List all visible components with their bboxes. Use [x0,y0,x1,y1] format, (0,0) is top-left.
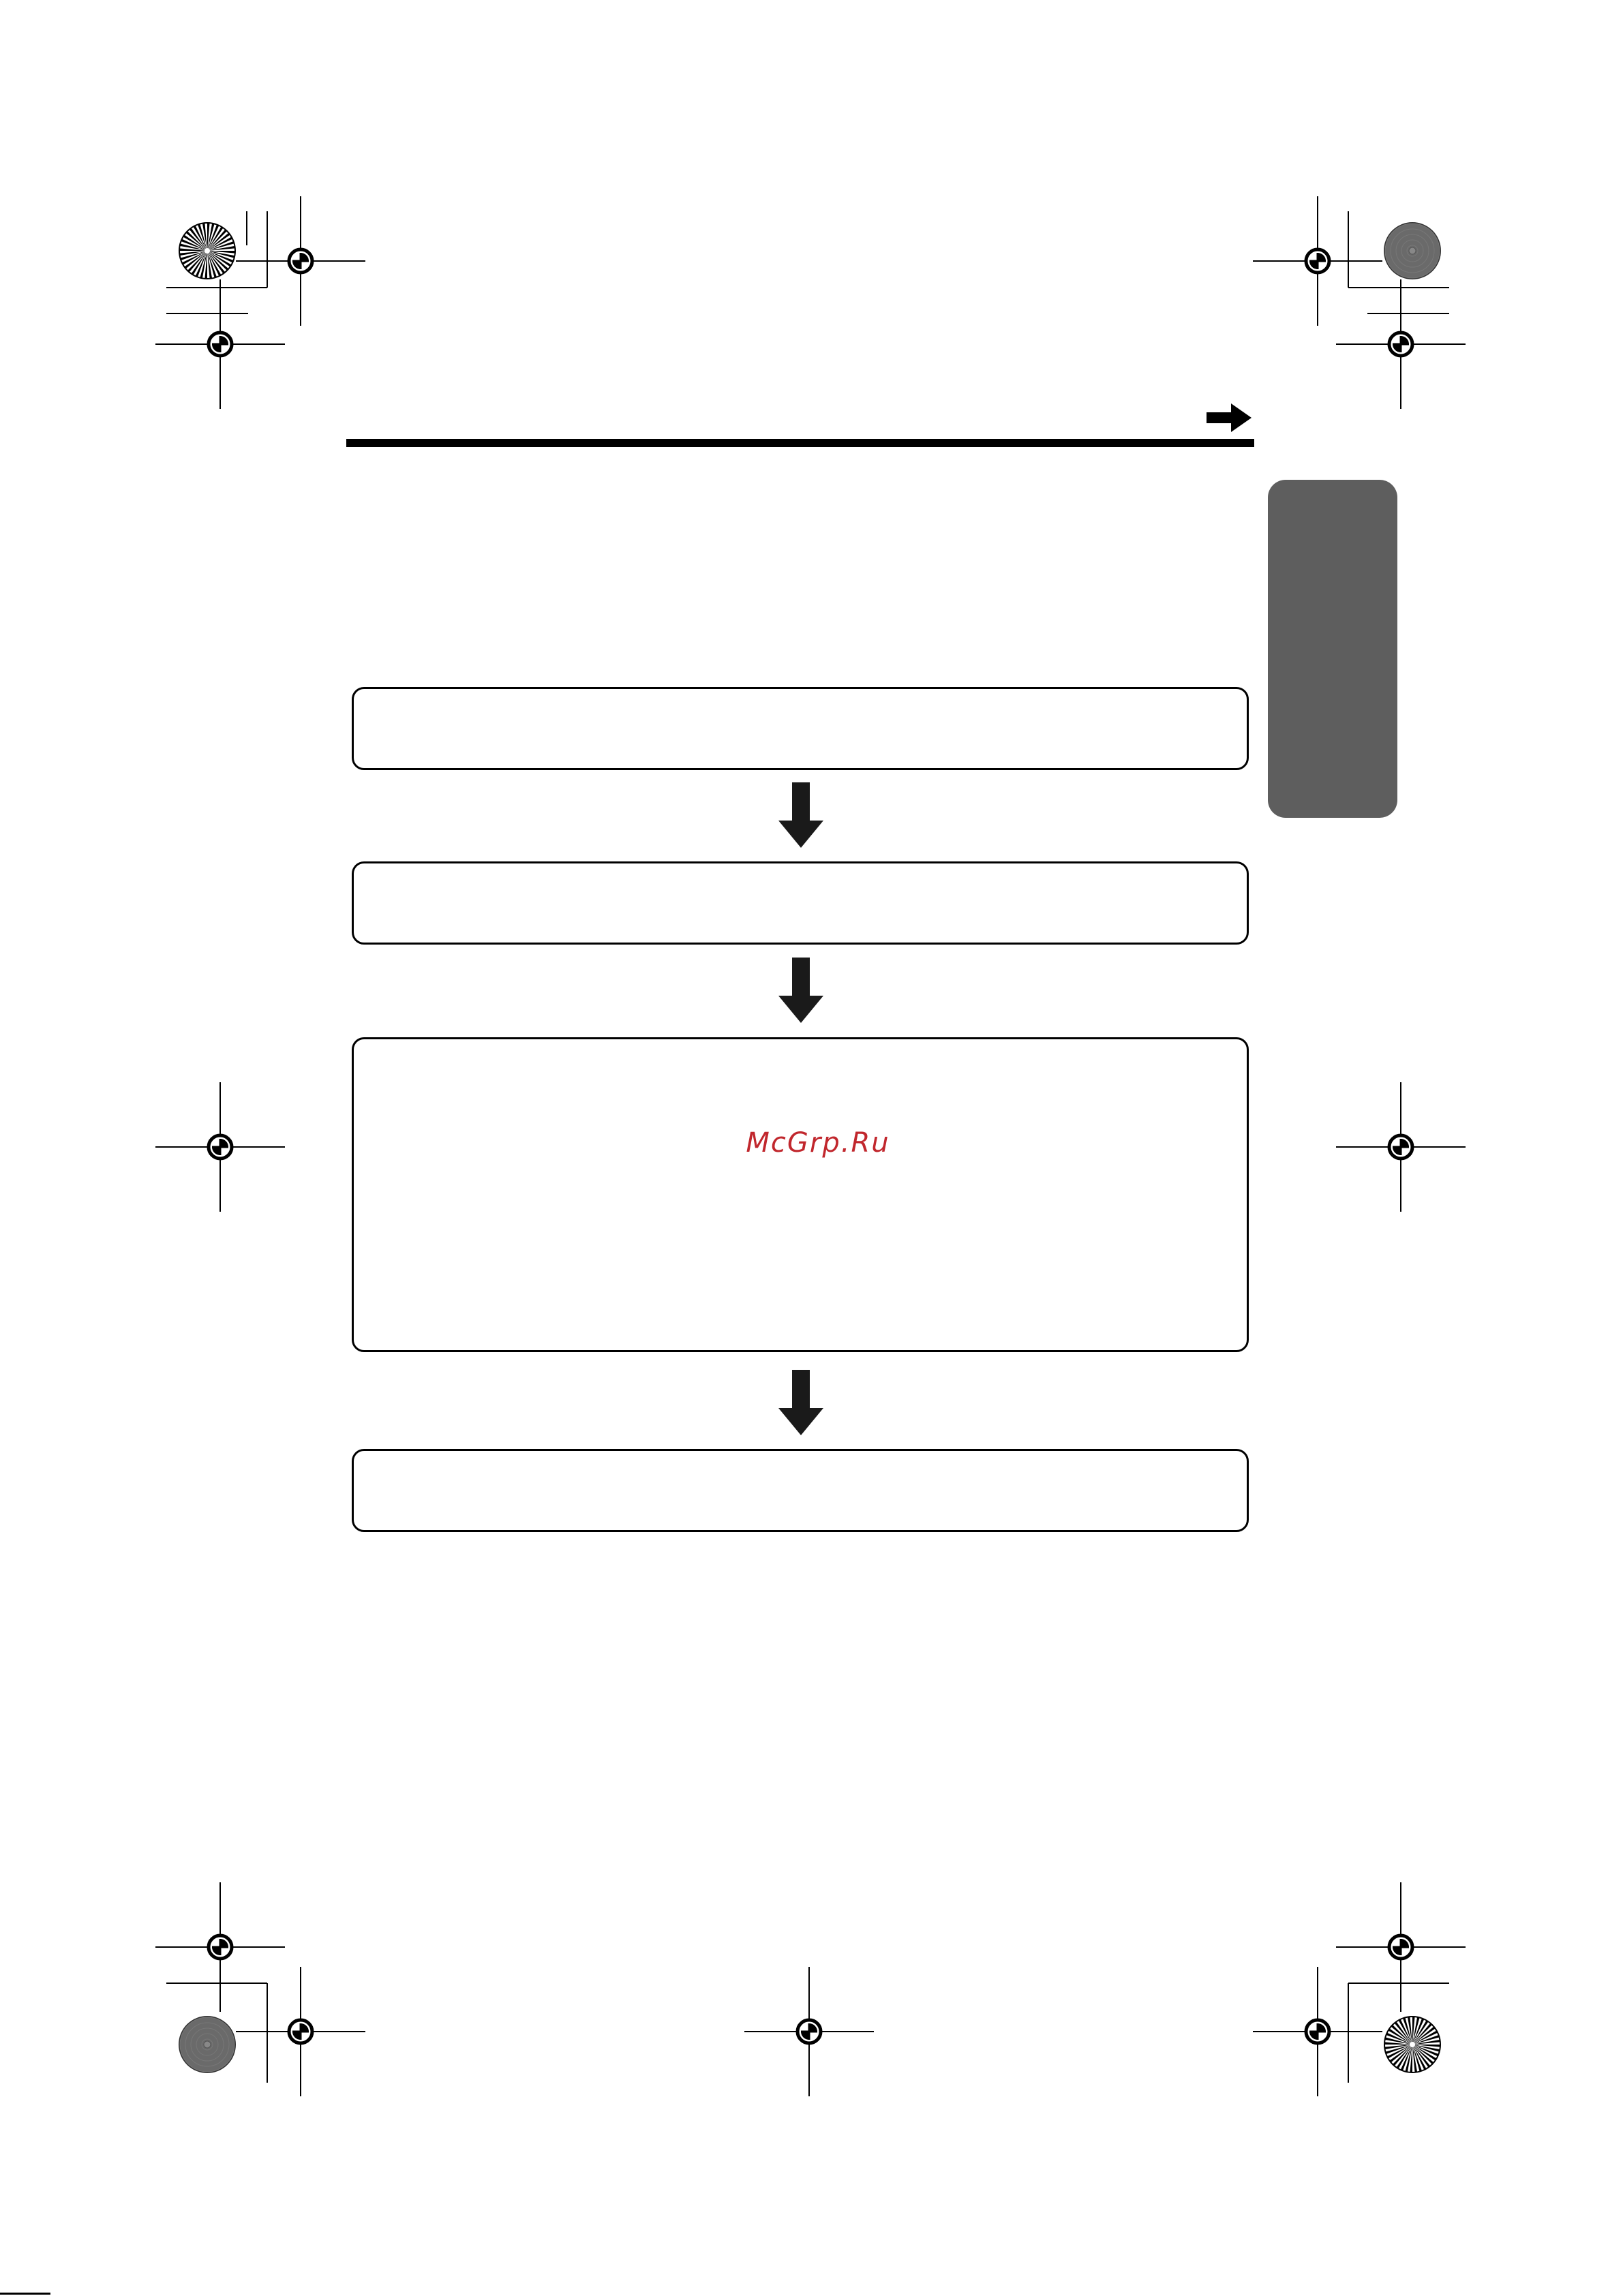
header-rule [346,439,1254,447]
registration-target-icon [1336,279,1466,409]
flow-step-4 [352,1449,1249,1532]
flow-step-1 [352,687,1249,770]
registration-target-icon [155,279,285,409]
watermark-text: McGrp.Ru [746,1127,890,1159]
page-corner-mark [0,2293,50,2295]
registration-target-icon [1336,1082,1466,1212]
right-arrow-icon [1207,403,1252,432]
flow-step-3 [352,1037,1249,1352]
registration-target-icon [1336,1882,1466,2012]
registration-target-icon [155,1082,285,1212]
down-arrow-icon [778,1370,823,1435]
registration-target-icon [236,1967,365,2096]
flow-step-2 [352,861,1249,945]
registration-target-icon [744,1967,874,2096]
section-side-tab [1268,480,1397,818]
down-arrow-icon [778,958,823,1023]
down-arrow-icon [778,782,823,848]
